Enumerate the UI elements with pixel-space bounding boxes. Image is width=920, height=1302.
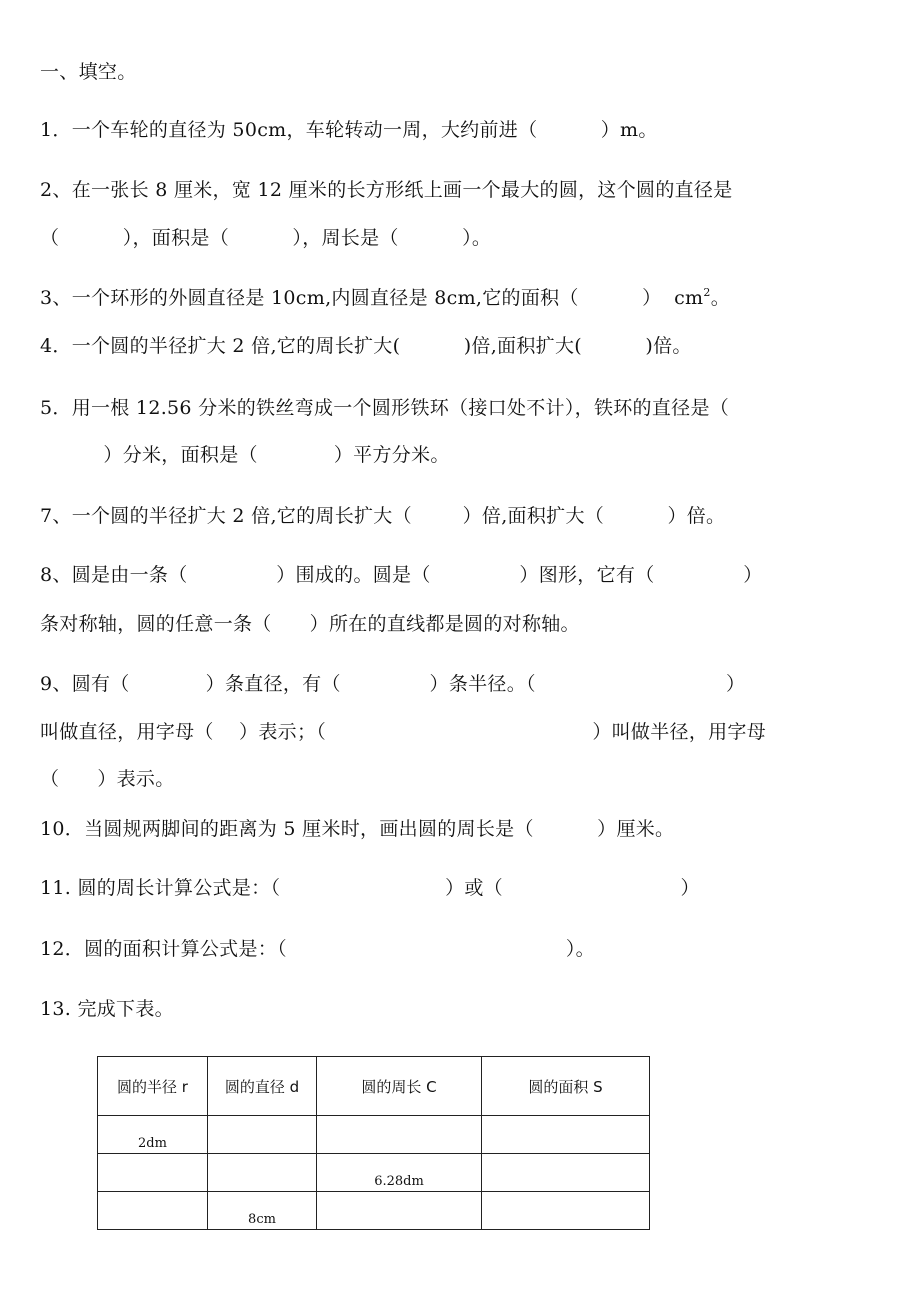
table-row (98, 1192, 650, 1230)
table-cell[interactable] (208, 1192, 317, 1230)
question-7: 7、一个圆的半径扩大 2 倍,它的周长扩大（ ）倍,面积扩大（ ）倍。 (40, 505, 726, 527)
table-cell[interactable] (208, 1116, 317, 1154)
question-3-end: 。 (710, 287, 730, 309)
table-cell[interactable] (482, 1192, 650, 1230)
question-10: 10．当圆规两脚间的距离为 5 厘米时，画出圆的周长是（ ）厘米。 (40, 818, 675, 840)
question-8-line-1: 8、圆是由一条（ ）围成的。圆是（ ）图形，它有（ ） (40, 564, 763, 586)
question-13: 13. 完成下表。 (40, 998, 174, 1020)
question-5-line-2: ）分米，面积是（ ）平方分米。 (40, 444, 450, 466)
cell-value: 2dm (138, 1136, 167, 1151)
question-3 (40, 286, 890, 310)
table-cell[interactable] (482, 1116, 650, 1154)
header-area: 圆的面积 S (482, 1057, 650, 1116)
section-heading: 一、填空。 (40, 61, 137, 83)
table-cell[interactable] (317, 1116, 482, 1154)
header-radius: 圆的半径 r (98, 1057, 208, 1116)
superscript-2: 2 (703, 286, 711, 299)
cell-value: 8cm (248, 1212, 276, 1227)
question-2-line-1: 2、在一张长 8 厘米，宽 12 厘米的长方形纸上画一个最大的圆，这个圆的直径是 (40, 179, 733, 201)
question-9-line-1: 9、圆有（ ）条直径，有（ ）条半径。（ ） (40, 673, 746, 695)
table-cell[interactable] (98, 1154, 208, 1192)
question-9-line-2: 叫做直径，用字母（ ）表示；（ ）叫做半径，用字母 (40, 721, 767, 743)
cell-value: 6.28dm (374, 1174, 424, 1189)
question-11: 11. 圆的周长计算公式是：（ ）或（ ） (40, 877, 700, 899)
table-cell[interactable] (317, 1154, 482, 1192)
circle-table (97, 1056, 650, 1230)
question-5-line-1: 5．用一根 12.56 分米的铁丝弯成一个圆形铁环（接口处不计），铁环的直径是（ (40, 397, 730, 419)
question-3-text: 3、一个环形的外圆直径是 10cm,内圆直径是 8cm,它的面积（ ） cm (40, 287, 704, 309)
question-4: 4．一个圆的半径扩大 2 倍,它的周长扩大( )倍,面积扩大( )倍。 (40, 335, 692, 357)
table-row (98, 1116, 650, 1154)
header-circumference: 圆的周长 C (317, 1057, 482, 1116)
question-12: 12．圆的面积计算公式是：（ ）。 (40, 938, 595, 960)
table-cell[interactable] (482, 1154, 650, 1192)
question-2-line-2: （ ），面积是（ ），周长是（ ）。 (40, 227, 492, 249)
table-header-row (98, 1057, 650, 1116)
question-8-line-2: 条对称轴，圆的任意一条（ ）所在的直线都是圆的对称轴。 (40, 613, 580, 635)
table-cell[interactable] (317, 1192, 482, 1230)
table-row (98, 1154, 650, 1192)
table-cell[interactable] (98, 1192, 208, 1230)
table-cell[interactable] (208, 1154, 317, 1192)
question-9-line-3: （ ）表示。 (40, 768, 175, 790)
question-1: 1．一个车轮的直径为 50cm，车轮转动一周，大约前进（ ）m。 (40, 119, 658, 141)
header-diameter: 圆的直径 d (208, 1057, 317, 1116)
table-cell[interactable] (98, 1116, 208, 1154)
